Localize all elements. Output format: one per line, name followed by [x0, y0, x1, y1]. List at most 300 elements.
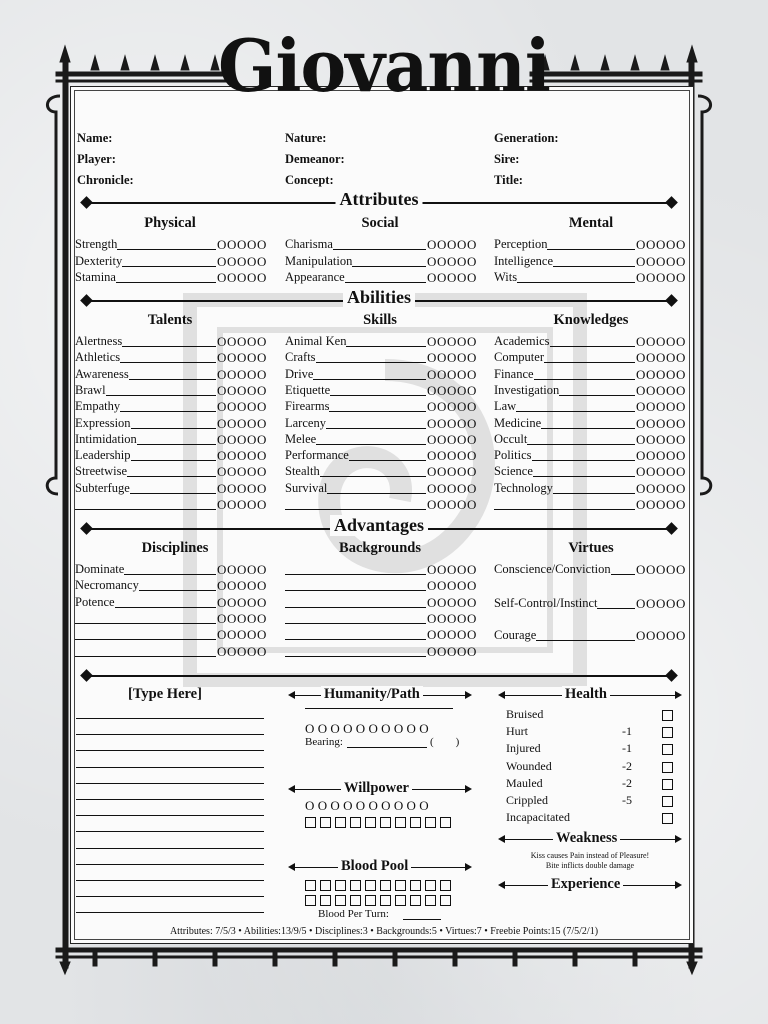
stat-dots[interactable]: OOOOO [217, 448, 267, 464]
stat-row[interactable] [75, 611, 267, 627]
stat-dots[interactable]: OOOOO [427, 382, 477, 398]
box[interactable] [395, 895, 406, 906]
stat-name: Drive [285, 366, 314, 381]
stat-row[interactable] [75, 481, 267, 497]
stat-dots[interactable]: OOOOO [217, 253, 267, 269]
stat-underline[interactable] [349, 448, 426, 461]
stat-dots[interactable]: OOOOO [427, 448, 477, 464]
stat-name: Perception [494, 237, 548, 251]
stat-dots[interactable]: OOOOO [217, 643, 267, 659]
stat-underline[interactable] [316, 350, 426, 363]
stat-underline[interactable] [352, 254, 426, 267]
stat-dots[interactable]: OOOOO [217, 464, 267, 480]
header-mental: Mental [568, 215, 614, 231]
stat-row[interactable] [285, 481, 477, 497]
box[interactable] [380, 817, 391, 828]
stat-dots[interactable]: OOOOO [217, 382, 267, 398]
stat-row[interactable] [75, 595, 267, 611]
stat-row[interactable] [494, 497, 686, 513]
stat-row[interactable] [285, 367, 477, 383]
info-label-col2: Demeanor: [285, 152, 345, 166]
weakness-title: Weakness [553, 830, 620, 847]
stat-row[interactable] [494, 270, 686, 286]
stat-row[interactable] [75, 334, 267, 350]
stat-underline[interactable] [122, 254, 216, 267]
virtue-underline[interactable] [597, 596, 635, 609]
box[interactable] [365, 880, 376, 891]
stat-dots[interactable]: OOOOO [427, 464, 477, 480]
custom-block-line[interactable] [76, 753, 264, 768]
stat-row[interactable] [285, 383, 477, 399]
box[interactable] [320, 817, 331, 828]
stat-name: Awareness [75, 366, 129, 381]
weakness-line-1: Kiss causes Pain instead of Pleasure! [530, 851, 650, 860]
willpower-arrow-right [465, 785, 472, 793]
stat-row[interactable] [494, 481, 686, 497]
virtue-row[interactable] [494, 562, 686, 578]
stat-name: Appearance [285, 270, 345, 284]
stat-dots[interactable]: OOOOO [636, 464, 686, 480]
stat-name: Charisma [285, 237, 333, 251]
box[interactable] [425, 895, 436, 906]
header-physical: Physical [144, 215, 196, 231]
stat-name: Alertness [75, 334, 123, 348]
stat-dots[interactable]: OOOOO [636, 448, 686, 464]
background-underline[interactable] [285, 578, 426, 591]
box[interactable] [440, 895, 451, 906]
custom-block-line[interactable] [76, 769, 264, 784]
box[interactable] [425, 880, 436, 891]
box[interactable] [335, 895, 346, 906]
stat-name: Science [494, 464, 533, 479]
stat-dots[interactable]: OOOOO [427, 237, 477, 252]
stat-dots[interactable]: OOOOO [217, 366, 267, 382]
blood-per-turn-label: Blood Per Turn: [318, 908, 389, 920]
stat-row[interactable] [285, 254, 477, 270]
stat-dots[interactable]: OOOOO [217, 497, 267, 512]
stat-dots[interactable]: OOOOO [636, 237, 686, 252]
stat-dots[interactable]: OOOOO [217, 562, 267, 577]
health-box[interactable] [662, 762, 673, 773]
weakness-arrow-left [498, 835, 505, 843]
header-skills: Skills [363, 312, 397, 328]
clan-title: Giovanni [218, 23, 550, 108]
background-row[interactable] [285, 644, 477, 660]
stat-underline[interactable] [130, 481, 216, 494]
stat-dots[interactable]: OOOOO [427, 627, 477, 643]
background-row[interactable] [285, 595, 477, 611]
blood-pool-title: Blood Pool [338, 858, 411, 875]
virtue-row[interactable] [494, 596, 686, 612]
box[interactable] [320, 880, 331, 891]
bearing-paren: ( ) [430, 736, 460, 748]
box[interactable] [395, 880, 406, 891]
stat-dots[interactable]: OOOOO [427, 431, 477, 447]
stat-underline[interactable] [330, 383, 426, 396]
custom-block-line[interactable] [76, 720, 264, 735]
blood-pool-arrow-right [465, 863, 472, 871]
section-advantages [80, 515, 678, 539]
stat-dots[interactable]: OOOOO [217, 334, 267, 349]
stat-row[interactable] [75, 237, 267, 253]
stat-underline[interactable] [124, 562, 216, 575]
stat-dots[interactable]: OOOOO [427, 270, 477, 285]
box[interactable] [425, 817, 436, 828]
stat-dots[interactable]: OOOOO [636, 334, 686, 349]
stat-underline[interactable] [532, 448, 636, 461]
box[interactable] [365, 817, 376, 828]
stat-underline[interactable] [116, 270, 216, 283]
stat-name: Performance [285, 448, 349, 463]
box[interactable] [320, 895, 331, 906]
custom-block-line[interactable] [76, 850, 264, 865]
stat-name: Potence [75, 594, 115, 609]
stat-name: Finance [494, 366, 534, 381]
stat-row[interactable] [75, 578, 267, 594]
stat-name: Crafts [285, 350, 316, 365]
health-penalty: -1 [622, 741, 632, 756]
stat-row[interactable] [494, 383, 686, 399]
stat-underline[interactable] [117, 237, 216, 250]
stat-underline[interactable] [494, 497, 635, 510]
stat-underline[interactable] [75, 644, 216, 657]
background-row[interactable] [285, 611, 477, 627]
stat-row[interactable] [75, 399, 267, 415]
stat-row[interactable] [75, 644, 267, 660]
custom-block-title[interactable]: [Type Here] [128, 686, 202, 702]
stat-underline[interactable] [139, 578, 216, 591]
stat-underline[interactable] [285, 497, 426, 510]
stat-name: Larceny [285, 415, 326, 430]
stat-name: Survival [285, 480, 328, 495]
stat-dots[interactable]: OOOOO [636, 382, 686, 398]
stat-dots[interactable]: OOOOO [636, 366, 686, 382]
background-row[interactable] [285, 578, 477, 594]
stat-dots[interactable]: OOOOO [217, 431, 267, 447]
stat-underline[interactable] [553, 481, 635, 494]
weakness-text [500, 851, 680, 871]
virtue-underline[interactable] [536, 628, 635, 641]
stat-name: Animal Ken [285, 334, 347, 348]
stat-dots[interactable]: OOOOO [427, 497, 477, 512]
stat-dots[interactable]: OOOOO [636, 480, 686, 496]
path-name-line[interactable] [305, 708, 453, 709]
custom-block-line[interactable] [76, 785, 264, 800]
stat-dots[interactable]: OOOOO [636, 253, 686, 269]
box[interactable] [365, 895, 376, 906]
section-title: Attributes [336, 189, 423, 210]
stat-underline[interactable] [313, 367, 426, 380]
stat-name: Wits [494, 270, 518, 284]
stat-underline[interactable] [544, 350, 635, 363]
stat-underline[interactable] [559, 383, 635, 396]
stat-row[interactable] [494, 350, 686, 366]
stat-row[interactable] [75, 448, 267, 464]
stat-row[interactable] [75, 367, 267, 383]
custom-block-line[interactable] [76, 704, 264, 719]
health-penalty: -1 [622, 724, 632, 739]
stat-dots[interactable]: OOOOO [636, 350, 686, 366]
stat-dots[interactable]: OOOOO [636, 415, 686, 431]
stat-name: Streetwise [75, 464, 128, 479]
stat-underline[interactable] [327, 481, 426, 494]
stat-underline[interactable] [517, 270, 635, 283]
stat-underline[interactable] [547, 237, 635, 250]
custom-block-line[interactable] [76, 898, 264, 913]
stat-dots[interactable]: OOOOO [427, 594, 477, 610]
health-box[interactable] [662, 779, 673, 790]
virtue-row[interactable] [494, 628, 686, 644]
bearing-label: Bearing: [305, 736, 343, 748]
stat-underline[interactable] [127, 464, 216, 477]
stat-underline[interactable] [320, 464, 426, 477]
willpower-dots[interactable]: OOOOOOOOOO [305, 798, 432, 813]
box[interactable] [305, 895, 316, 906]
stat-underline[interactable] [75, 497, 216, 510]
health-box[interactable] [662, 727, 673, 738]
stat-name: Dominate [75, 562, 125, 576]
stat-row[interactable] [285, 497, 477, 513]
custom-block-line[interactable] [76, 817, 264, 832]
box[interactable] [440, 817, 451, 828]
section-title: Advantages [330, 515, 428, 536]
stat-name: Politics [494, 448, 532, 463]
background-underline[interactable] [285, 595, 426, 608]
stat-underline[interactable] [131, 448, 217, 461]
virtue-name: Self-Control/Instinct [494, 596, 598, 610]
stat-underline[interactable] [115, 595, 216, 608]
stat-dots[interactable]: OOOOO [217, 399, 267, 415]
stat-dots[interactable]: OOOOO [427, 643, 477, 659]
health-penalty: -5 [622, 793, 632, 807]
humanity-dots[interactable]: OOOOOOOOOO [305, 721, 432, 736]
health-box[interactable] [662, 813, 673, 824]
stat-row[interactable] [75, 432, 267, 448]
stat-dots[interactable]: OOOOO [217, 350, 267, 366]
stat-row[interactable] [494, 448, 686, 464]
health-box[interactable] [662, 710, 673, 721]
stat-underline[interactable] [75, 611, 216, 624]
stat-underline[interactable] [326, 416, 426, 429]
box[interactable] [350, 817, 361, 828]
stat-dots[interactable]: OOOOO [636, 628, 686, 643]
stat-dots[interactable]: OOOOO [427, 480, 477, 496]
stat-underline[interactable] [120, 399, 216, 412]
stat-row[interactable] [285, 399, 477, 415]
box[interactable] [395, 817, 406, 828]
stat-name: Empathy [75, 399, 121, 414]
stat-name: Technology [494, 480, 553, 495]
stat-name: Intimidation [75, 431, 137, 446]
background-row[interactable] [285, 562, 477, 578]
stat-underline[interactable] [553, 254, 635, 267]
header-talents: Talents [147, 312, 193, 328]
stat-dots[interactable]: OOOOO [217, 237, 267, 252]
stat-underline[interactable] [122, 334, 216, 347]
stat-dots[interactable]: OOOOO [636, 431, 686, 447]
stat-underline[interactable] [346, 334, 426, 347]
custom-block-line[interactable] [76, 882, 264, 897]
stat-row[interactable] [285, 350, 477, 366]
stat-row[interactable] [494, 334, 686, 350]
stat-underline[interactable] [533, 464, 635, 477]
stat-underline[interactable] [333, 237, 426, 250]
stat-row[interactable] [75, 270, 267, 286]
stat-row[interactable] [75, 254, 267, 270]
stat-row[interactable] [75, 497, 267, 513]
stat-dots[interactable]: OOOOO [427, 350, 477, 366]
virtue-name: Courage [494, 628, 537, 642]
bearing-line[interactable] [347, 736, 427, 748]
stat-underline[interactable] [534, 367, 635, 380]
stat-row[interactable] [75, 350, 267, 366]
stat-name: Dexterity [75, 253, 123, 268]
stat-row[interactable] [75, 562, 267, 578]
background-underline[interactable] [285, 644, 426, 657]
stat-row[interactable] [494, 416, 686, 432]
stat-row[interactable] [285, 334, 477, 350]
info-label-col3: Generation: [494, 131, 559, 145]
stat-underline[interactable] [316, 432, 426, 445]
stat-dots[interactable]: OOOOO [427, 562, 477, 577]
background-underline[interactable] [285, 611, 426, 624]
stat-dots[interactable]: OOOOO [217, 480, 267, 496]
health-penalty: -2 [622, 775, 632, 790]
blood-per-turn-line[interactable] [403, 908, 441, 920]
stat-underline[interactable] [345, 270, 426, 283]
box[interactable] [305, 880, 316, 891]
stat-underline[interactable] [106, 383, 216, 396]
stat-underline[interactable] [541, 416, 635, 429]
freebie-footer: Attributes: 7/5/3 • Abilities:13/9/5 • Disciplines:3 • Backgrounds:5 • Virtues:7 • Freebie Points:15 (7/5/2/1) [169, 926, 599, 937]
stat-underline[interactable] [329, 399, 426, 412]
stat-dots[interactable]: OOOOO [427, 334, 477, 349]
stat-dots[interactable]: OOOOO [427, 578, 477, 594]
willpower-boxes[interactable] [305, 815, 455, 833]
stat-row[interactable] [494, 367, 686, 383]
box[interactable] [350, 880, 361, 891]
stat-underline[interactable] [129, 367, 216, 380]
stat-dots[interactable]: OOOOO [427, 415, 477, 431]
stat-row[interactable] [285, 432, 477, 448]
stat-dots[interactable]: OOOOO [427, 399, 477, 415]
custom-block-line[interactable] [76, 801, 264, 816]
health-level-name: Mauled [506, 775, 543, 790]
box[interactable] [410, 817, 421, 828]
weakness-line-2: Bite inflicts double damage [545, 861, 635, 870]
experience-title: Experience [548, 876, 623, 893]
health-level-name: Injured [506, 741, 541, 756]
stat-dots[interactable]: OOOOO [217, 627, 267, 643]
stat-row[interactable] [75, 627, 267, 643]
custom-block-line[interactable] [76, 834, 264, 849]
experience-arrow-left [498, 881, 505, 889]
stat-row[interactable] [494, 237, 686, 253]
background-row[interactable] [285, 627, 477, 643]
custom-block-line[interactable] [76, 736, 264, 751]
background-underline[interactable] [285, 627, 426, 640]
health-title: Health [562, 686, 610, 703]
stat-name: Brawl [75, 382, 106, 397]
health-level-name: Wounded [506, 758, 552, 773]
box[interactable] [350, 895, 361, 906]
stat-dots[interactable]: OOOOO [636, 270, 686, 285]
stat-underline[interactable] [120, 350, 216, 363]
stat-dots[interactable]: OOOOO [636, 562, 686, 577]
stat-underline[interactable] [516, 399, 635, 412]
box[interactable] [410, 895, 421, 906]
stat-row[interactable] [285, 448, 477, 464]
stat-dots[interactable]: OOOOO [217, 578, 267, 594]
background-underline[interactable] [285, 562, 426, 575]
info-label-col2: Nature: [285, 131, 327, 145]
box[interactable] [305, 817, 316, 828]
stat-row[interactable] [75, 383, 267, 399]
stat-row[interactable] [75, 464, 267, 480]
stat-dots[interactable]: OOOOO [427, 253, 477, 269]
section-abilities [80, 287, 678, 311]
stat-dots[interactable]: OOOOO [217, 270, 267, 285]
stat-dots[interactable]: OOOOO [217, 610, 267, 626]
experience-arrow-right [675, 881, 682, 889]
stat-row[interactable] [494, 254, 686, 270]
willpower-arrow-left [288, 785, 295, 793]
box[interactable] [380, 895, 391, 906]
custom-block-line[interactable] [76, 866, 264, 881]
box[interactable] [335, 880, 346, 891]
stat-underline[interactable] [527, 432, 635, 445]
stat-dots[interactable]: OOOOO [427, 610, 477, 626]
info-label-col1: Player: [77, 152, 116, 166]
stat-name: Necromancy [75, 578, 139, 593]
box[interactable] [410, 880, 421, 891]
humanity-arrow-right [465, 691, 472, 699]
stat-row[interactable] [75, 416, 267, 432]
health-box[interactable] [662, 744, 673, 755]
stat-name: Manipulation [285, 253, 353, 268]
info-label-col3: Title: [494, 173, 523, 187]
stat-dots[interactable]: OOOOO [636, 497, 686, 512]
stat-underline[interactable] [75, 627, 216, 640]
virtue-name: Conscience/Conviction [494, 562, 611, 576]
stat-row[interactable] [285, 237, 477, 253]
box[interactable] [440, 880, 451, 891]
willpower-title: Willpower [341, 780, 412, 797]
stat-underline[interactable] [131, 416, 216, 429]
health-box[interactable] [662, 796, 673, 807]
stat-dots[interactable]: OOOOO [217, 594, 267, 610]
section-title: Abilities [343, 287, 415, 308]
box[interactable] [335, 817, 346, 828]
stat-dots[interactable]: OOOOO [217, 415, 267, 431]
virtue-underline[interactable] [611, 562, 635, 575]
header-social: Social [361, 215, 399, 231]
stat-row[interactable] [494, 399, 686, 415]
stat-underline[interactable] [550, 334, 636, 347]
stat-dots[interactable]: OOOOO [636, 399, 686, 415]
stat-dots[interactable]: OOOOO [427, 366, 477, 382]
stat-row[interactable] [285, 416, 477, 432]
stat-name: Leadership [75, 448, 131, 463]
stat-row[interactable] [285, 270, 477, 286]
stat-underline[interactable] [137, 432, 216, 445]
header-knowledges: Knowledges [553, 312, 629, 328]
stat-row[interactable] [494, 432, 686, 448]
box[interactable] [380, 880, 391, 891]
stat-row[interactable] [494, 464, 686, 480]
stat-row[interactable] [285, 464, 477, 480]
stat-dots[interactable]: OOOOO [636, 596, 686, 611]
